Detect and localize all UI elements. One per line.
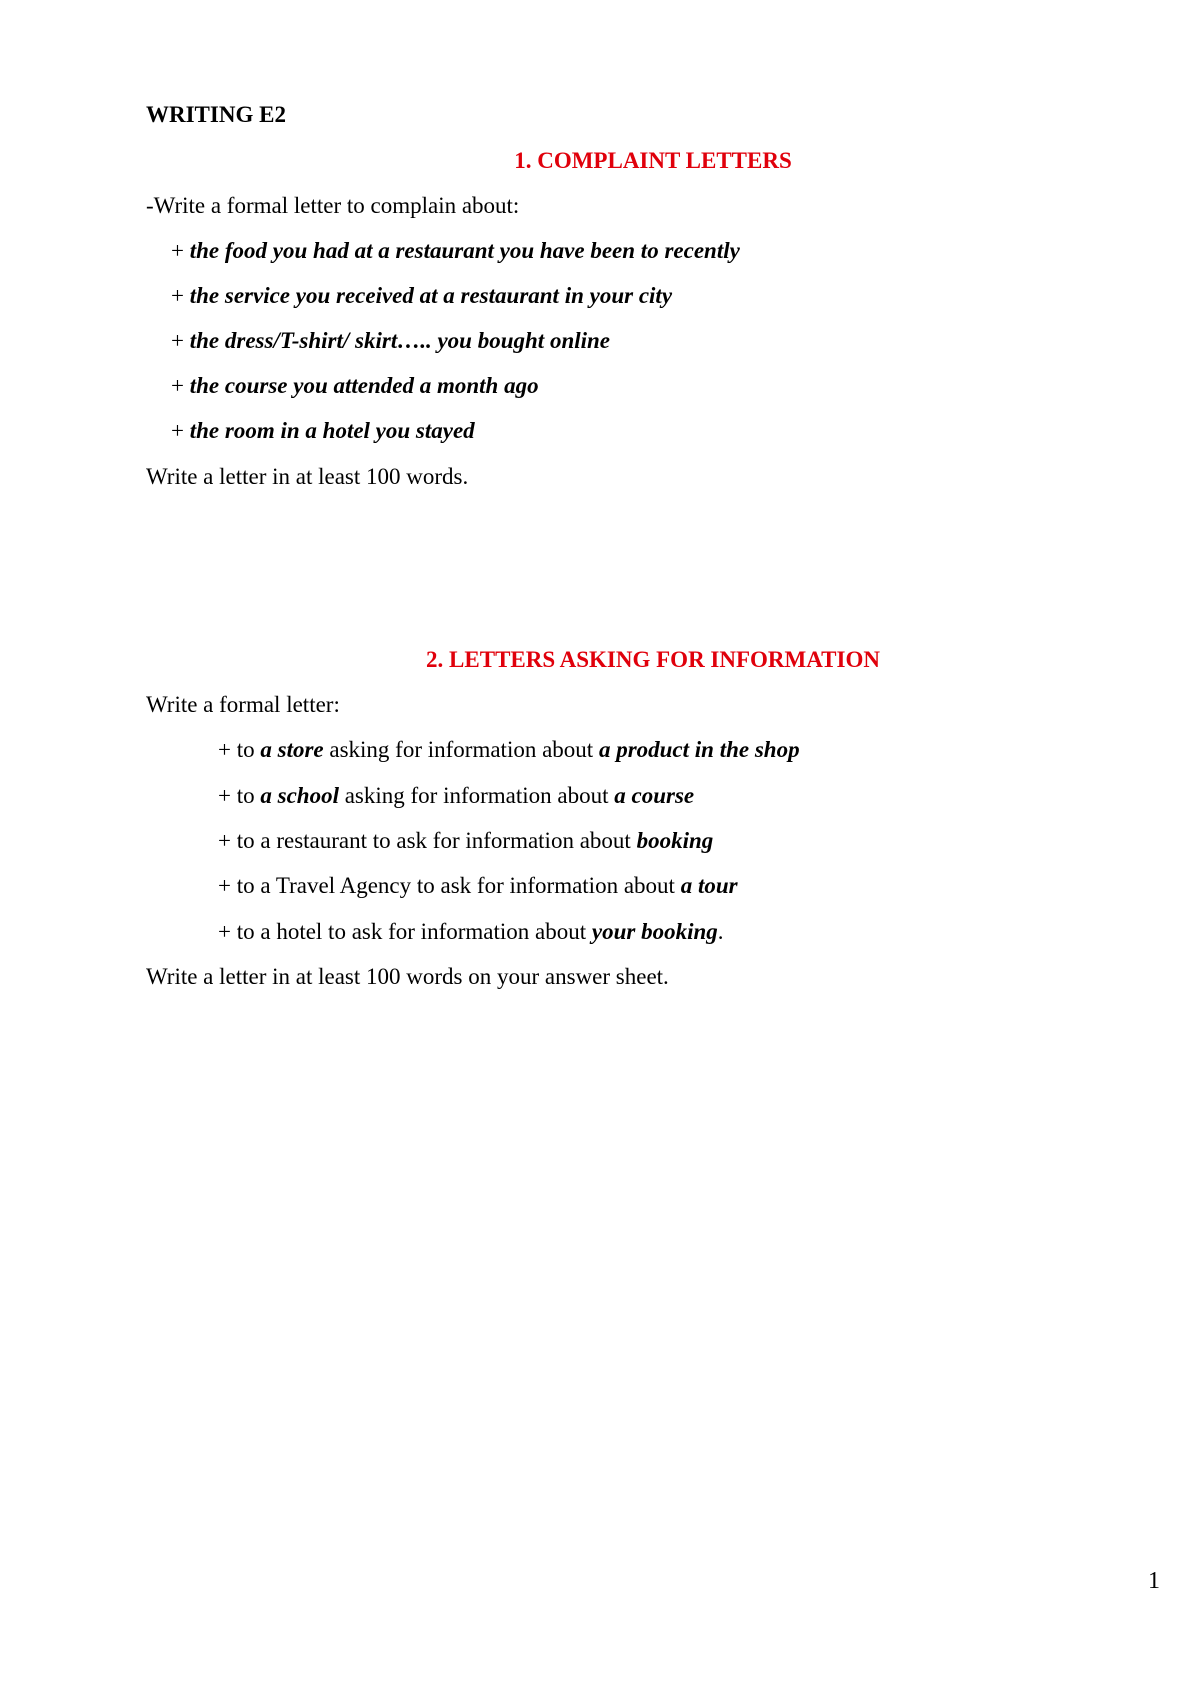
list-item: [171, 417, 475, 445]
section2-closing: Write a letter in at least 100 words on your answer sheet.: [146, 964, 669, 989]
list-item-text: the course you attended a month ago: [189, 373, 539, 398]
document-title: WRITING E2: [146, 102, 286, 127]
section2-intro: Write a formal letter:: [146, 692, 340, 717]
list-item: [218, 736, 800, 764]
list-item: [218, 827, 713, 855]
list-item-text: + to: [218, 737, 261, 762]
list-bullet: +: [171, 418, 190, 443]
list-item-text: the food you had at a restaurant you have been to recently: [189, 238, 740, 263]
list-item: [171, 282, 672, 310]
list-item-emphasis: a tour: [680, 873, 738, 898]
list-item-text: + to a Travel Agency to ask for information about: [218, 873, 681, 898]
list-item-text: the service you received at a restaurant in your city: [189, 283, 673, 308]
list-item-emphasis: a store: [260, 737, 324, 762]
list-item-text: + to a restaurant to ask for information about: [218, 828, 637, 853]
list-item-end: .: [717, 919, 724, 944]
section1-intro: -Write a formal letter to complain about:: [146, 193, 520, 218]
list-item-text: asking for information about: [323, 737, 599, 762]
page-number: 1: [1148, 1568, 1160, 1594]
list-item: [218, 918, 724, 946]
section-heading-letters-asking-for-information: 2. LETTERS ASKING FOR INFORMATION: [426, 647, 880, 672]
list-item: [218, 782, 694, 810]
list-bullet: +: [171, 238, 190, 263]
list-item-text: + to: [218, 783, 261, 808]
list-item-text: the dress/T-shirt/ skirt….. you bought online: [189, 328, 611, 353]
list-item: [171, 372, 539, 400]
list-item-emphasis: booking: [636, 828, 714, 853]
list-bullet: +: [171, 373, 190, 398]
list-item: [171, 327, 610, 355]
list-item-text: asking for information about: [338, 783, 615, 808]
list-item-emphasis: a product in the shop: [598, 737, 800, 762]
list-item-emphasis: a course: [614, 783, 695, 808]
section1-closing: Write a letter in at least 100 words.: [146, 464, 469, 489]
list-item-emphasis: your booking: [591, 919, 718, 944]
list-bullet: +: [171, 283, 190, 308]
list-item-text: the room in a hotel you stayed: [189, 418, 475, 443]
list-item: [218, 872, 738, 900]
list-item-text: + to a hotel to ask for information about: [218, 919, 592, 944]
section-heading-complaint-letters: 1. COMPLAINT LETTERS: [514, 148, 792, 173]
list-item: [171, 237, 740, 265]
list-item-emphasis: a school: [260, 783, 339, 808]
list-bullet: +: [171, 328, 190, 353]
